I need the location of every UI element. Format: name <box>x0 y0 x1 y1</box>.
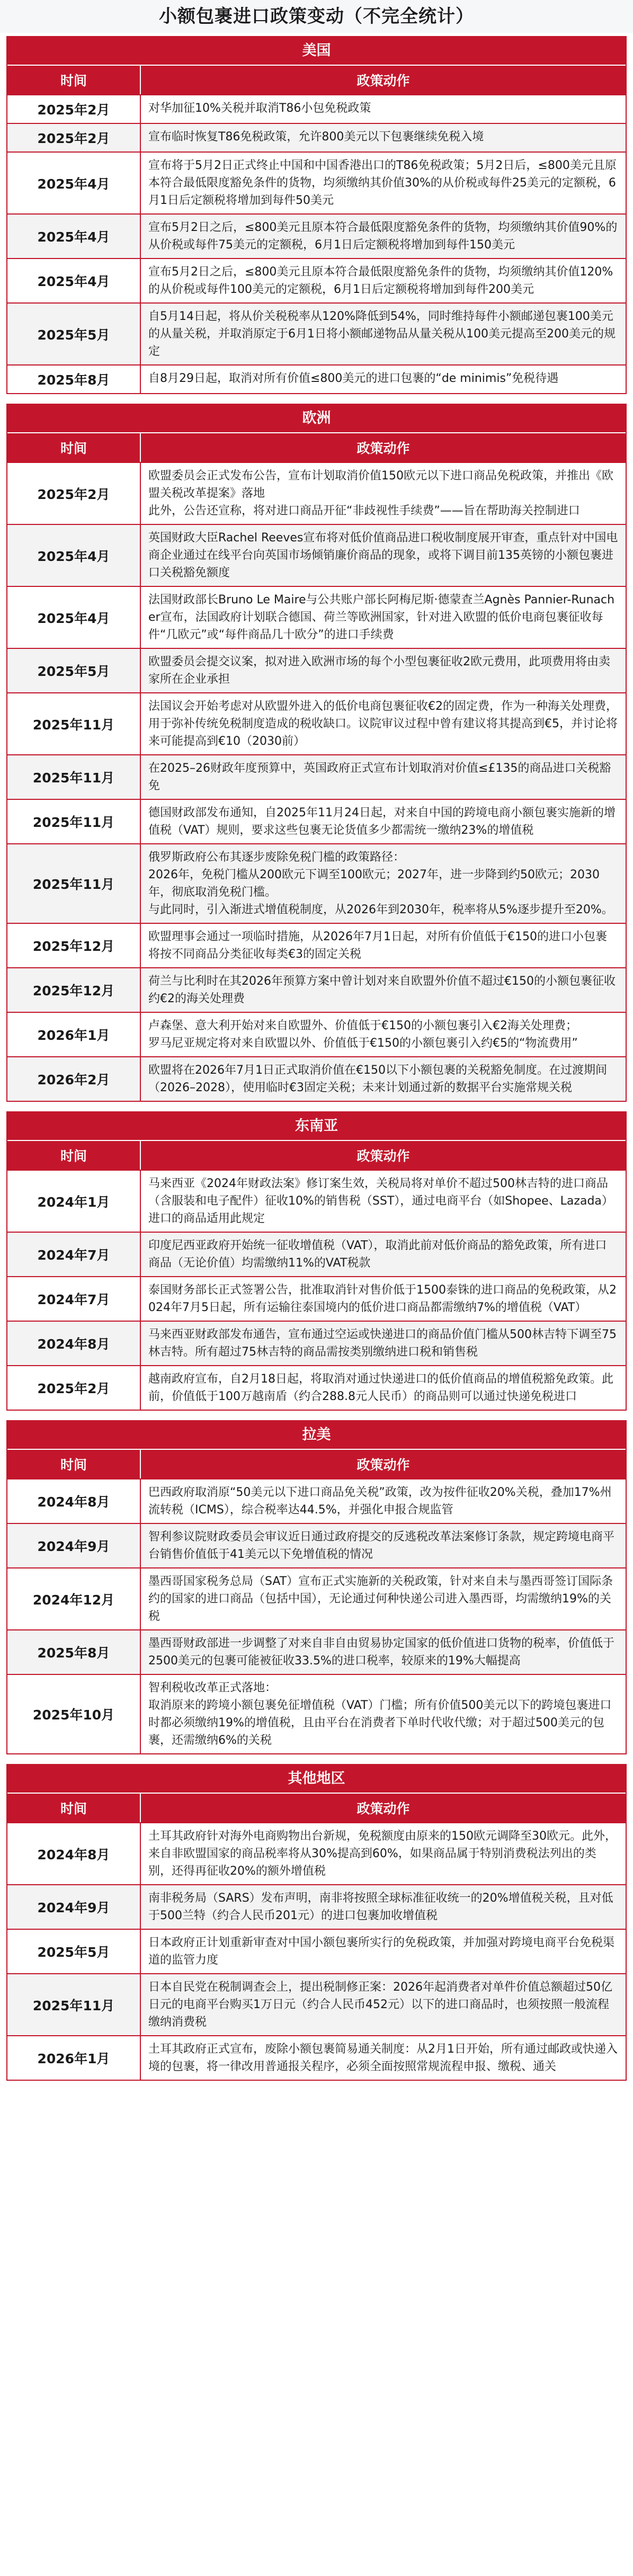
row-date: 2025年2月 <box>7 463 141 524</box>
row-action: 法国财政部长Bruno Le Maire与公共账户部长阿梅尼斯·德蒙查兰Agnès Pannier-Runacher宣布，法国政府计划联合德国、荷兰等欧洲国家，针对进入欧盟的低价电商包裹征收每件“几欧元”或“每件商品几十欧分”的进口手续费 <box>148 593 615 641</box>
column-header-action: 政策动作 <box>356 1457 410 1473</box>
region-section <box>6 404 627 1102</box>
row-action: 马来西亚财政部发布通告，宣布通过空运或快递进口的商品价值门槛从500林吉特下调至75林吉特。所有超过75林吉特的商品需按类别缴纳进口税和销售税 <box>148 1328 617 1359</box>
column-header-row <box>7 1793 626 1822</box>
table-row <box>7 843 626 923</box>
region-title: 美国 <box>7 37 626 65</box>
row-action: 宣布5月2日之后，≤800美元且原本符合最低限度豁免条件的货物，均须缴纳其价值120%的从价税或每件100美元的定额税，6月1日后定额税将增加到每件200美元 <box>148 265 613 296</box>
table-body <box>7 462 626 1101</box>
row-action: 智利参议院财政委员会审议近日通过政府提交的反逃税改革法案修订条款，规定跨境电商平台销售价值低于41美元以下免增值税的情况 <box>148 1530 615 1561</box>
row-action: 宣布临时恢复T86免税政策，允许800美元以下包裹继续免税入境 <box>148 130 484 144</box>
row-date: 2025年4月 <box>7 525 141 586</box>
row-action: 墨西哥财政部进一步调整了对来自非自由贸易协定国家的低价值进口货物的税率，价值低于2500美元的包裹可能被征收33.5%的进口税率，较原来的19%大幅提高 <box>148 1637 615 1668</box>
region-section <box>6 1420 627 1754</box>
column-header-row <box>7 432 626 462</box>
row-date: 2024年1月 <box>7 1171 141 1232</box>
row-date: 2025年11月 <box>7 693 141 754</box>
column-header-action: 政策动作 <box>356 441 410 456</box>
page-title: 小额包裹进口政策变动（不完全统计） <box>0 0 633 33</box>
row-action: 欧盟理事会通过一项临时措施，从2026年7月1日起，对所有价值低于€150的进口小包裹将按不同商品分类征收每类€3的固定关税 <box>148 930 607 961</box>
row-date: 2026年2月 <box>7 1057 141 1101</box>
row-date: 2024年7月 <box>7 1277 141 1321</box>
column-header-action: 政策动作 <box>356 73 410 88</box>
table-row <box>7 1674 626 1753</box>
column-header-action: 政策动作 <box>356 1801 410 1816</box>
row-action: 巴西政府取消原“50美元以下进口商品免关税”政策，改为按件征收20%关税，叠加17%州流转税（ICMS），综合税率达44.5%，并强化申报合规监管 <box>148 1486 612 1517</box>
region-title: 欧洲 <box>7 405 626 432</box>
table-row <box>7 1170 626 1232</box>
table-row <box>7 1822 626 1884</box>
table-row <box>7 967 626 1012</box>
table-row <box>7 1973 626 2035</box>
row-action: 智利税收改革正式落地： 取消原来的跨境小额包裹免征增值税（VAT）门槛；所有价值500美元以下的跨境包裹进口时都必须缴纳19%的增值税，且由平台在消费者下单时代收代缴；对于超过500美元的包裹，还需缴纳6%的关税 <box>148 1681 612 1747</box>
row-action: 日本政府正计划重新审查对中国小额包裹所实行的免税政策，并加强对跨境电商平台免税渠道的监管力度 <box>148 1936 615 1967</box>
row-action: 宣布5月2日之后，≤800美元且原本符合最低限度豁免条件的货物，均须缴纳其价值90%的从价税或每件75美元的定额税，6月1日后定额税将增加到每件150美元 <box>148 221 618 252</box>
row-action: 自5月14日起，将从价关税税率从120%降低到54%，同时维持每件小额邮递包裹100美元的从量关税，并取消原定于6月1日将小额邮递物品从量关税从100美元提高至200美元的规定 <box>148 310 616 358</box>
column-header-time: 时间 <box>7 433 141 462</box>
table-row <box>7 1523 626 1567</box>
table-row <box>7 1884 626 1929</box>
row-date: 2025年11月 <box>7 800 141 843</box>
row-date: 2025年2月 <box>7 1366 141 1410</box>
row-date: 2025年12月 <box>7 924 141 967</box>
region-title: 拉美 <box>7 1421 626 1449</box>
row-date: 2025年4月 <box>7 587 141 648</box>
row-date: 2024年8月 <box>7 1479 141 1523</box>
row-date: 2025年2月 <box>7 124 141 151</box>
table-row <box>7 524 626 586</box>
table-row <box>7 213 626 258</box>
row-action: 欧盟委员会提交议案，拟对进入欧洲市场的每个小型包裹征收2欧元费用，此项费用将由卖家所在企业承担 <box>148 655 611 686</box>
table-row <box>7 1365 626 1410</box>
row-action: 宣布将于5月2日正式终止中国和中国香港出口的T86免税政策；5月2日后，≤800美元且原本符合最低限度豁免条件的货物，均须缴纳其价值30%的从价税或每件25美元的定额税，6月1日后定额税将增加到每件50美元 <box>148 159 617 207</box>
table-row <box>7 923 626 967</box>
row-action: 日本自民党在税制调查会上，提出税制修正案：2026年起消费者对单件价值总额超过50亿日元的电商平台购买1万日元（约合人民币452元）以下的进口商品时，也须按照一般流程缴纳消费税 <box>148 1981 612 2029</box>
region-section <box>6 36 627 394</box>
region-section <box>6 1111 627 1411</box>
row-date: 2025年5月 <box>7 649 141 692</box>
table-row <box>7 302 626 364</box>
table-row <box>7 1321 626 1365</box>
table-body <box>7 1170 626 1410</box>
row-action: 荷兰与比利时在其2026年预算方案中曾计划对来自欧盟外价值不超过€150的小额包裹征收约€2的海关处理费 <box>148 975 616 1005</box>
table-row <box>7 94 626 123</box>
table-row <box>7 123 626 151</box>
table-body <box>7 1478 626 1753</box>
table-row <box>7 754 626 799</box>
table-row <box>7 462 626 524</box>
row-action: 欧盟委员会正式发布公告，宣布计划取消价值150欧元以下进口商品免税政策，并推出《欧盟关税改革提案》落地 此外，公告还宣称，将对进口商品开征“非歧视性手续费”——旨在帮助海关控制进口 <box>148 469 613 518</box>
column-header-row <box>7 65 626 94</box>
row-date: 2025年11月 <box>7 1974 141 2035</box>
table-row <box>7 2035 626 2080</box>
column-header-time: 时间 <box>7 66 141 94</box>
row-action: 南非税务局（SARS）发布声明，南非将按照全球标准征收统一的20%增值税关税，且对低于500兰特（约合人民币201元）的进口包裹加收增值税 <box>148 1892 613 1922</box>
column-header-time: 时间 <box>7 1794 141 1822</box>
table-row <box>7 1478 626 1523</box>
table-body <box>7 1822 626 2080</box>
table-row <box>7 1629 626 1674</box>
row-date: 2025年12月 <box>7 968 141 1012</box>
row-date: 2025年5月 <box>7 304 141 364</box>
column-header-row <box>7 1449 626 1478</box>
row-date: 2025年8月 <box>7 1630 141 1674</box>
row-action: 墨西哥国家税务总局（SAT）宣布正式实施新的关税政策，针对来自未与墨西哥签订国际条约的国家的进口商品（包括中国），无论通过何种快递公司进入墨西哥，均需缴纳19%的关税 <box>148 1575 613 1623</box>
row-action: 自8月29日起，取消对所有价值≤800美元的进口包裹的“de minimis”免税待遇 <box>148 372 559 385</box>
row-action: 欧盟将在2026年7月1日正式取消价值在€150以下小额包裹的关税豁免制度。在过渡期间（2026–2028），使用临时€3固定关税；未来计划通过新的数据平台实施常规关税 <box>148 1064 607 1094</box>
row-date: 2024年9月 <box>7 1885 141 1929</box>
row-date: 2025年8月 <box>7 366 141 393</box>
row-date: 2025年4月 <box>7 259 141 302</box>
row-date: 2025年4月 <box>7 153 141 213</box>
column-header-time: 时间 <box>7 1141 141 1170</box>
row-date: 2026年1月 <box>7 1013 141 1056</box>
column-header-action: 政策动作 <box>356 1148 410 1164</box>
row-date: 2024年7月 <box>7 1233 141 1276</box>
row-action: 泰国财务部长正式签署公告，批准取消针对售价低于1500泰铢的进口商品的免税政策，从2024年7月5日起，所有运输往泰国境内的低价进口商品都需缴纳7%的增值税（VAT） <box>148 1283 617 1314</box>
column-header-row <box>7 1140 626 1170</box>
table-body <box>7 94 626 393</box>
region-section <box>6 1764 627 2081</box>
table-row <box>7 1232 626 1276</box>
table-row <box>7 1567 626 1629</box>
row-action: 越南政府宣布，自2月18日起，将取消对通过快递进口的低价值商品的增值税豁免政策。此前，价值低于100万越南盾（约合288.8元人民币）的商品则可以通过快递免税进口 <box>148 1372 613 1403</box>
row-action: 土耳其政府针对海外电商购物出台新规，免税额度由原来的150欧元调降至30欧元。此外，来自非欧盟国家的商品税率将从30%提高到60%，如果商品属于特别消费税法列出的类别，还得再征收20%的额外增值税 <box>148 1830 617 1878</box>
region-title: 其他地区 <box>7 1765 626 1793</box>
table-row <box>7 1276 626 1321</box>
table-row <box>7 1012 626 1056</box>
table-row <box>7 1929 626 1973</box>
row-date: 2024年9月 <box>7 1524 141 1567</box>
row-date: 2025年4月 <box>7 215 141 258</box>
row-date: 2025年2月 <box>7 95 141 123</box>
row-date: 2026年1月 <box>7 2036 141 2080</box>
sections-container <box>0 36 633 2081</box>
row-date: 2025年11月 <box>7 755 141 799</box>
table-row <box>7 586 626 648</box>
region-title: 东南亚 <box>7 1112 626 1140</box>
table-row <box>7 364 626 393</box>
row-date: 2024年8月 <box>7 1322 141 1365</box>
table-row <box>7 692 626 754</box>
row-action: 马来西亚《2024年财政法案》修订案生效，关税局将对单价不超过500林吉特的进口商品（含服装和电子配件）征收10%的销售税（SST），通过电商平台（如Shopee、Lazada）进口的商品适用此规定 <box>148 1177 613 1225</box>
row-action: 法国议会开始考虑对从欧盟外进入的低价电商包裹征收€2的固定费，作为一种海关处理费，用于弥补传统免税制度造成的税收缺口。议院审议过程中曾有建议将其提高到€5，并讨论将来可能提高到€10（2030前） <box>148 700 618 748</box>
row-date: 2025年10月 <box>7 1675 141 1753</box>
table-row <box>7 799 626 843</box>
column-header-time: 时间 <box>7 1450 141 1478</box>
row-action: 俄罗斯政府公布其逐步废除免税门槛的政策路径： 2026年，免税门槛从200欧元下调至100欧元；2027年，进一步降到约50欧元；2030年，彻底取消免税门槛。 与此同时，引入渐进式增值税制度，从2026年到2030年，税率将从5%逐步提升至20%。 <box>148 851 613 916</box>
row-date: 2024年8月 <box>7 1823 141 1884</box>
row-action: 英国财政大臣Rachel Reeves宣布将对低价值商品进口税收制度展开审查，重点针对中国电商企业通过在线平台向英国市场倾销廉价商品的现象，或将下调目前135英镑的小额包裹进口关税豁免额度 <box>148 531 618 580</box>
row-date: 2025年5月 <box>7 1930 141 1973</box>
row-action: 土耳其政府正式宣布，废除小额包裹简易通关制度：从2月1日开始，所有通过邮政或快递入境的包裹，将一律改用普通报关程序，必须全面按照常规流程申报、缴税、通关 <box>148 2043 618 2073</box>
row-date: 2024年12月 <box>7 1568 141 1629</box>
row-action: 对华加征10%关税并取消T86小包免税政策 <box>148 102 371 115</box>
row-action: 印度尼西亚政府开始统一征收增值税（VAT），取消此前对低价商品的豁免政策，所有进口商品（无论价值）均需缴纳11%的VAT税款 <box>148 1239 607 1270</box>
row-action: 在2025–26财政年度预算中，英国政府正式宣布计划取消对价值≤£135的商品进口关税豁免 <box>148 762 611 792</box>
row-action: 德国财政部发布通知，自2025年11月24日起，对来自中国的跨境电商小额包裹实施新的增值税（VAT）规则，要求这些包裹无论货值多少都需统一缴纳23%的增值税 <box>148 806 616 837</box>
table-row <box>7 258 626 302</box>
table-row <box>7 1056 626 1101</box>
table-row <box>7 648 626 692</box>
table-row <box>7 151 626 213</box>
row-action: 卢森堡、意大利开始对来自欧盟外、价值低于€150的小额包裹引入€2海关处理费； 罗马尼亚规定将对来自欧盟以外、价值低于€150的小额包裹引入约€5的“物流费用” <box>148 1019 578 1050</box>
row-date: 2025年11月 <box>7 844 141 923</box>
